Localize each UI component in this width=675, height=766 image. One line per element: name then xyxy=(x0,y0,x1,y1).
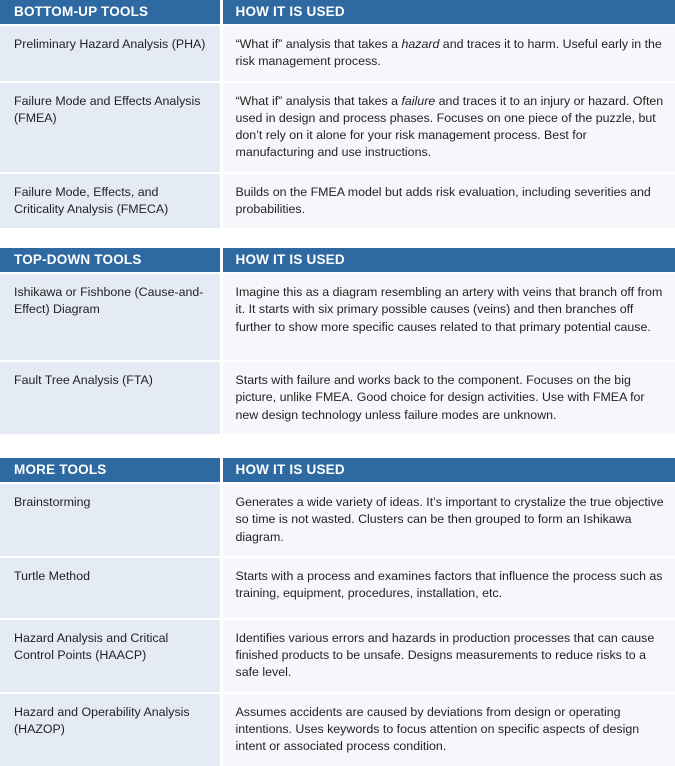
bottom-up-tools-table xyxy=(0,0,675,228)
tool-name: Failure Mode and Effects Analysis (FMEA) xyxy=(0,82,221,173)
tool-description: Generates a wide variety of ideas. It’s important to crystalize the true objective so time is not wasted. Clusters can be then grouped to form an Ishikawa diagram. xyxy=(221,483,675,557)
table-row xyxy=(0,25,675,82)
tool-name: Brainstorming xyxy=(0,483,221,557)
section-header-right: HOW IT IS USED xyxy=(221,0,675,25)
tool-name: Hazard Analysis and Critical Control Points (HAACP) xyxy=(0,619,221,693)
section-header-right: HOW IT IS USED xyxy=(221,248,675,273)
emphasis-text: hazard xyxy=(401,37,440,51)
table-row xyxy=(0,173,675,229)
table-row xyxy=(0,619,675,693)
table-row xyxy=(0,483,675,557)
section-header-left: MORE TOOLS xyxy=(0,458,221,483)
table-row xyxy=(0,82,675,173)
tool-description: Identifies various errors and hazards in production processes that can cause finished products to be unsafe. Designs measurements to reduce risks to a safe level. xyxy=(221,619,675,693)
tool-description: “What if” analysis that takes a hazard and traces it to harm. Useful early in the risk management process. xyxy=(221,25,675,82)
more-tools-table xyxy=(0,458,675,766)
tool-name: Ishikawa or Fishbone (Cause-and-Effect) Diagram xyxy=(0,273,221,361)
tool-description: Starts with failure and works back to the component. Focuses on the big picture, unlike FMEA. Good choice for design activities. Use with FMEA for new design technology unless failure modes are unknown. xyxy=(221,361,675,434)
section-header-left: TOP-DOWN TOOLS xyxy=(0,248,221,273)
tool-name: Failure Mode, Effects, and Criticality Analysis (FMECA) xyxy=(0,173,221,229)
tool-description: “What if” analysis that takes a failure and traces it to an injury or hazard. Often used in design and process phases. Focuses on one piece of the puzzle, but don’t rely on it alone for your risk management process. Best for manufacturing and use instructions. xyxy=(221,82,675,173)
table-row xyxy=(0,361,675,434)
table-row xyxy=(0,693,675,766)
emphasis-text: failure xyxy=(401,93,436,108)
top-down-tools-table xyxy=(0,248,675,434)
table-row xyxy=(0,273,675,361)
section-header-right: HOW IT IS USED xyxy=(221,458,675,483)
tool-description: Builds on the FMEA model but adds risk evaluation, including severities and probabilities. xyxy=(221,173,675,229)
section-header-left: BOTTOM-UP TOOLS xyxy=(0,0,221,25)
tool-name: Preliminary Hazard Analysis (PHA) xyxy=(0,25,221,82)
tool-description: Imagine this as a diagram resembling an artery with veins that branch off from it. It starts with six primary possible causes (veins) and then branches off further to show more specific causes related to that primary potential cause. xyxy=(221,273,675,361)
tool-name: Turtle Method xyxy=(0,557,221,619)
tool-name: Hazard and Operability Analysis (HAZOP) xyxy=(0,693,221,766)
table-row xyxy=(0,557,675,619)
tool-name: Fault Tree Analysis (FTA) xyxy=(0,361,221,434)
tool-description: Starts with a process and examines factors that influence the process such as training, equipment, procedures, installation, etc. xyxy=(221,557,675,619)
tool-description: Assumes accidents are caused by deviations from design or operating intentions. Uses keywords to focus attention on specific aspects of design intent or associated process condition. xyxy=(221,693,675,766)
